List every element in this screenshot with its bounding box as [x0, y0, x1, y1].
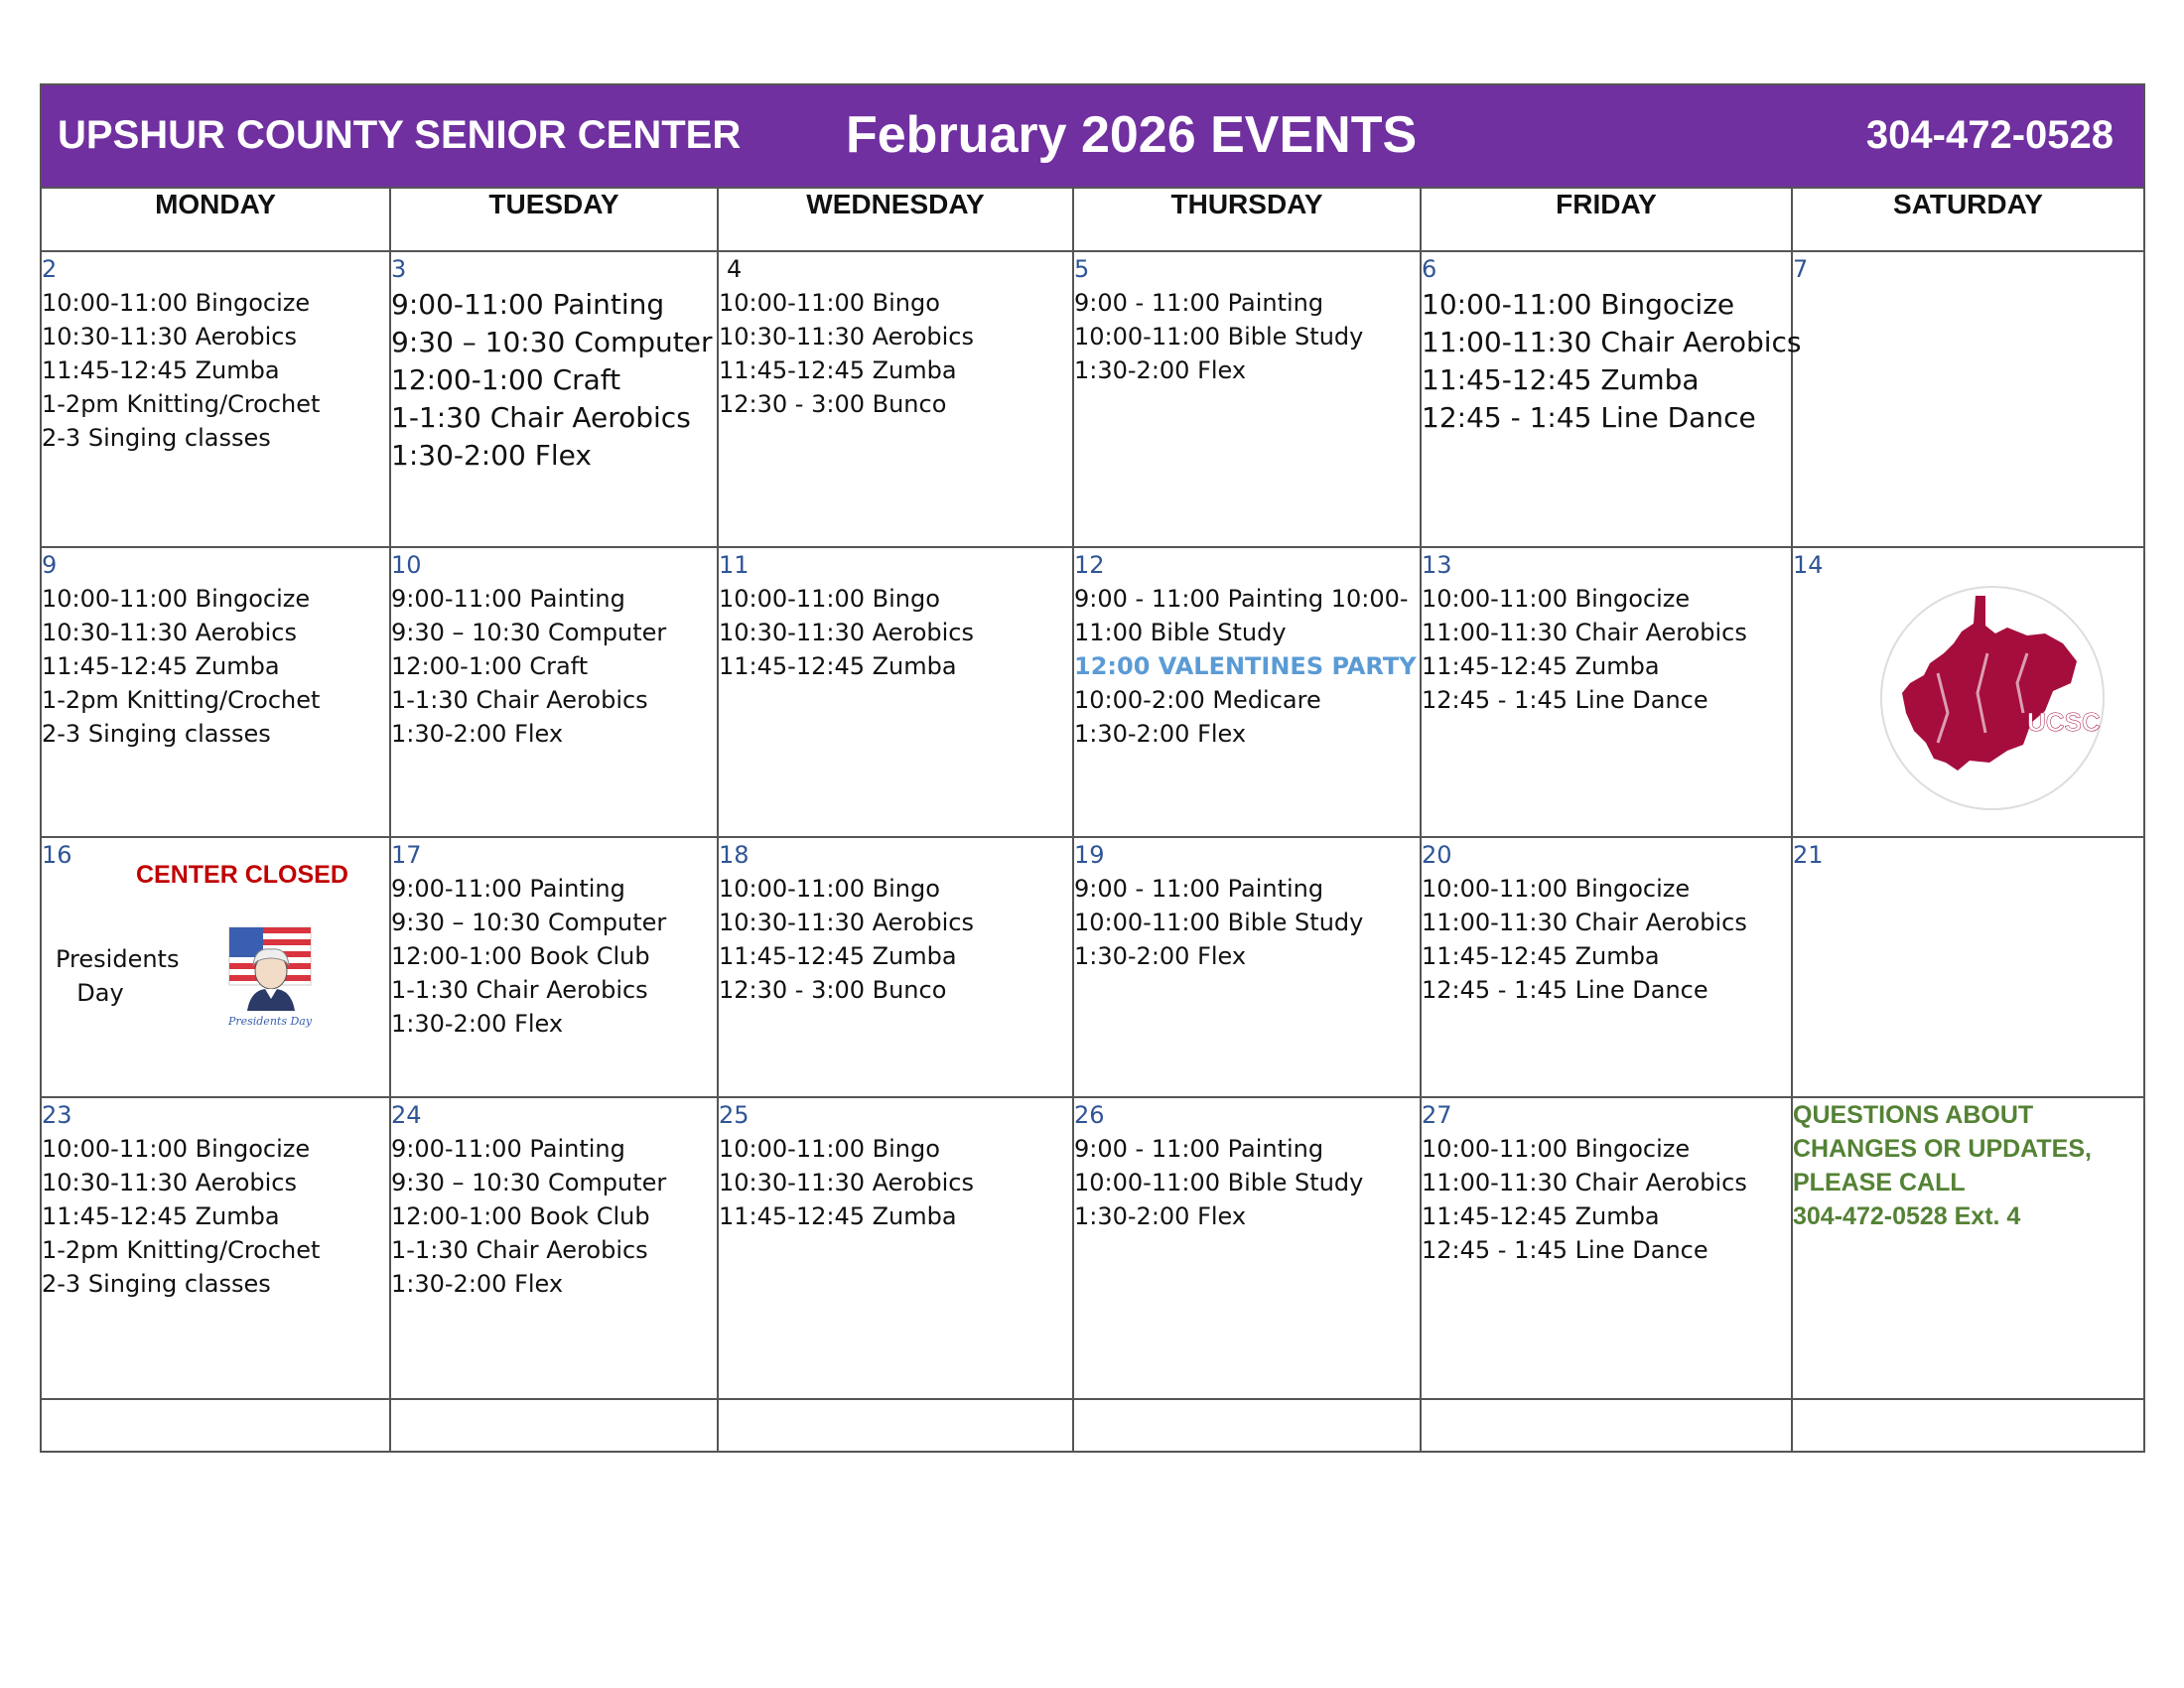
event-item: 10:00-11:00 Bingocize	[42, 289, 311, 317]
event-item: 9:00-11:00 Painting	[391, 288, 665, 321]
event-item: 9:00-11:00 Painting	[391, 875, 625, 903]
event-item: 12:45 - 1:45 Line Dance	[1422, 686, 1708, 714]
day-cell-14	[1792, 547, 2143, 837]
day-number: 4	[727, 255, 743, 283]
event-item: 10:00-11:00 Bingocize	[1422, 585, 1691, 613]
day-cell-13	[1421, 547, 1792, 837]
event-item: 10:00-11:00 Bingocize	[1422, 1135, 1691, 1163]
event-item: 10:30-11:30 Aerobics	[719, 909, 975, 936]
presidents-day-flag-icon	[225, 925, 315, 1029]
empty-cell	[390, 1399, 718, 1451]
event-item: 9:30 – 10:30 Computer	[391, 619, 667, 646]
event-item: 10:00-2:00 Medicare	[1074, 686, 1321, 714]
day-number: 2	[42, 255, 58, 283]
event-item: 12:00-1:00 Book Club	[391, 1202, 650, 1230]
day-cell-24	[390, 1097, 718, 1399]
day-number: 17	[391, 841, 422, 869]
event-item: 11:45-12:45 Zumba	[719, 356, 957, 384]
event-item: 1-2pm Knitting/Crochet	[42, 1236, 321, 1264]
empty-cell	[718, 1399, 1073, 1451]
weekday-header-wednesday: WEDNESDAY	[718, 189, 1073, 251]
calendar	[40, 83, 2145, 1453]
event-item: 2-3 Singing classes	[42, 720, 271, 748]
holiday-label: Presidents Day	[56, 945, 180, 1007]
event-item: 1-2pm Knitting/Crochet	[42, 390, 321, 418]
event-item: 10:00-11:00 Bingocize	[1422, 288, 1735, 321]
event-item: 2-3 Singing classes	[42, 1270, 271, 1298]
event-item: 1:30-2:00 Flex	[391, 1270, 564, 1298]
day-cell-26	[1073, 1097, 1421, 1399]
day-cell-11	[718, 547, 1073, 837]
org-name: UPSHUR COUNTY SENIOR CENTER	[58, 113, 742, 157]
event-item: 10:00-11:00 Bingo	[719, 875, 940, 903]
day-number: 24	[391, 1101, 422, 1129]
event-item: 12:30 - 3:00 Bunco	[719, 976, 947, 1004]
day-cell-16	[42, 837, 390, 1097]
event-item: 1-1:30 Chair Aerobics	[391, 976, 648, 1004]
day-cell-27	[1421, 1097, 1792, 1399]
day-number: 18	[719, 841, 750, 869]
questions-note-cell	[1792, 1097, 2143, 1399]
questions-note-line: QUESTIONS ABOUT	[1793, 1101, 2034, 1129]
week-row	[42, 547, 2143, 837]
event-item: 10:30-11:30 Aerobics	[42, 1169, 298, 1196]
day-number: 9	[42, 551, 58, 579]
weekday-header-saturday: SATURDAY	[1792, 189, 2143, 251]
empty-cell	[42, 1399, 390, 1451]
day-cell-25	[718, 1097, 1073, 1399]
event-item: 1:30-2:00 Flex	[1074, 1202, 1247, 1230]
day-cell-10	[390, 547, 718, 837]
event-item: 1:30-2:00 Flex	[1074, 356, 1247, 384]
event-item: 12:30 - 3:00 Bunco	[719, 390, 947, 418]
logo-text: UCSC	[2027, 707, 2101, 737]
day-number: 25	[719, 1101, 750, 1129]
empty-cell	[1421, 1399, 1792, 1451]
empty-row	[42, 1399, 2143, 1451]
event-item: 10:00-11:00 Bingocize	[1422, 875, 1691, 903]
day-cell-19	[1073, 837, 1421, 1097]
calendar-title: February 2026 EVENTS	[846, 106, 1418, 164]
event-item: 1:30-2:00 Flex	[1074, 942, 1247, 970]
day-number: 5	[1074, 255, 1090, 283]
event-item: 1-1:30 Chair Aerobics	[391, 401, 691, 434]
empty-cell	[1073, 1399, 1421, 1451]
event-item: 10:30-11:30 Aerobics	[42, 619, 298, 646]
day-number: 16	[42, 841, 72, 869]
event-item: 9:00-11:00 Painting	[391, 585, 625, 613]
event-item: 1:30-2:00 Flex	[391, 1010, 564, 1038]
event-item: 11:45-12:45 Zumba	[719, 1202, 957, 1230]
event-item: 10:00-11:00 Bingo	[719, 585, 940, 613]
event-item: 1:30-2:00 Flex	[391, 439, 592, 472]
weekday-header-row	[42, 189, 2143, 251]
event-item: 10:00-11:00 Bingocize	[42, 585, 311, 613]
questions-note-phone: 304-472-0528 Ext. 4	[1793, 1202, 2021, 1230]
day-cell-21	[1792, 837, 2143, 1097]
event-item: 1:30-2:00 Flex	[1074, 720, 1247, 748]
event-item: 10:00-11:00 Bible Study	[1074, 909, 1364, 936]
day-number: 26	[1074, 1101, 1105, 1129]
event-item: 11:45-12:45 Zumba	[1422, 652, 1660, 680]
event-item: 10:00-11:00 Bingo	[719, 289, 940, 317]
event-item: 10:30-11:30 Aerobics	[719, 323, 975, 351]
event-item: 10:30-11:30 Aerobics	[719, 1169, 975, 1196]
day-cell-9	[42, 547, 390, 837]
event-item: 11:45-12:45 Zumba	[1422, 363, 1700, 396]
event-item: 9:00 - 11:00 Painting	[1074, 289, 1324, 317]
day-number: 13	[1422, 551, 1452, 579]
event-item: 9:30 – 10:30 Computer	[391, 909, 667, 936]
day-cell-20	[1421, 837, 1792, 1097]
day-number: 21	[1793, 841, 1824, 869]
day-number: 20	[1422, 841, 1452, 869]
weekday-header-monday: MONDAY	[42, 189, 390, 251]
phone-number: 304-472-0528	[1865, 113, 2114, 157]
calendar-grid	[42, 189, 2143, 1451]
day-cell-5	[1073, 251, 1421, 547]
event-item: 11:45-12:45 Zumba	[719, 652, 957, 680]
event-item: 1-1:30 Chair Aerobics	[391, 686, 648, 714]
valentines-party-event: 12:00 VALENTINES PARTY	[1074, 652, 1417, 680]
weekday-header-friday: FRIDAY	[1421, 189, 1792, 251]
event-item: 11:00-11:30 Chair Aerobics	[1422, 909, 1747, 936]
day-number: 3	[391, 255, 407, 283]
day-cell-4	[718, 251, 1073, 547]
event-item: 11:00-11:30 Chair Aerobics	[1422, 326, 1802, 358]
event-item: 12:00-1:00 Book Club	[391, 942, 650, 970]
event-item: 12:00-1:00 Craft	[391, 363, 621, 396]
day-cell-12	[1073, 547, 1421, 837]
day-number: 10	[391, 551, 422, 579]
day-cell-17	[390, 837, 718, 1097]
event-item: 10:30-11:30 Aerobics	[719, 619, 975, 646]
event-item: 2-3 Singing classes	[42, 424, 271, 452]
day-number: 14	[1793, 551, 1824, 579]
event-item: 11:45-12:45 Zumba	[42, 1202, 280, 1230]
center-closed-label: CENTER CLOSED	[136, 861, 348, 889]
event-item: 11:45-12:45 Zumba	[42, 356, 280, 384]
event-item: 12:45 - 1:45 Line Dance	[1422, 401, 1756, 434]
questions-note-line: PLEASE CALL	[1793, 1169, 1966, 1196]
day-number: 7	[1793, 255, 1809, 283]
event-item: 1-1:30 Chair Aerobics	[391, 1236, 648, 1264]
header-banner	[42, 85, 2143, 189]
week-row	[42, 1097, 2143, 1399]
day-cell-3	[390, 251, 718, 547]
event-item: 12:45 - 1:45 Line Dance	[1422, 1236, 1708, 1264]
empty-cell	[1792, 1399, 2143, 1451]
event-item: 11:00-11:30 Chair Aerobics	[1422, 619, 1747, 646]
event-item: 11:45-12:45 Zumba	[42, 652, 280, 680]
questions-note-line: CHANGES OR UPDATES,	[1793, 1135, 2092, 1163]
day-cell-6	[1421, 251, 1802, 547]
event-item: 11:45-12:45 Zumba	[1422, 1202, 1660, 1230]
event-item: 1:30-2:00 Flex	[391, 720, 564, 748]
event-item: 9:00 - 11:00 Painting	[1074, 1135, 1324, 1163]
event-item: 10:00-11:00 Bible Study	[1074, 1169, 1364, 1196]
week-row	[42, 837, 2143, 1097]
event-item: 12:45 - 1:45 Line Dance	[1422, 976, 1708, 1004]
day-number: 11	[719, 551, 750, 579]
event-item: 10:00-11:00 Bingo	[719, 1135, 940, 1163]
event-item: 10:30-11:30 Aerobics	[42, 323, 298, 351]
day-cell-2	[42, 251, 390, 547]
day-number: 23	[42, 1101, 72, 1129]
day-cell-23	[42, 1097, 390, 1399]
day-number: 19	[1074, 841, 1105, 869]
event-item: 1-2pm Knitting/Crochet	[42, 686, 321, 714]
event-item: 11:00-11:30 Chair Aerobics	[1422, 1169, 1747, 1196]
event-item: 9:30 – 10:30 Computer	[391, 326, 713, 358]
day-number: 27	[1422, 1101, 1452, 1129]
day-cell-7	[1792, 251, 2143, 547]
event-item: 9:00-11:00 Painting	[391, 1135, 625, 1163]
ucsc-logo	[1878, 584, 2107, 812]
flag-art-caption: Presidents Day	[227, 1015, 313, 1028]
week-row	[42, 251, 2143, 547]
event-item: 11:45-12:45 Zumba	[719, 942, 957, 970]
weekday-header-thursday: THURSDAY	[1073, 189, 1421, 251]
event-item: 9:00 - 11:00 Painting	[1074, 875, 1324, 903]
event-item: 10:00-11:00 Bible Study	[1074, 323, 1364, 351]
day-number: 12	[1074, 551, 1105, 579]
event-item: 10:00-11:00 Bingocize	[42, 1135, 311, 1163]
event-item: 9:30 – 10:30 Computer	[391, 1169, 667, 1196]
event-item: 12:00-1:00 Craft	[391, 652, 589, 680]
weekday-header-tuesday: TUESDAY	[390, 189, 718, 251]
day-number: 6	[1422, 255, 1437, 283]
day-cell-18	[718, 837, 1073, 1097]
event-item: 11:45-12:45 Zumba	[1422, 942, 1660, 970]
event-item: 9:00 - 11:00 Painting 10:00-11:00 Bible Study	[1074, 585, 1409, 646]
